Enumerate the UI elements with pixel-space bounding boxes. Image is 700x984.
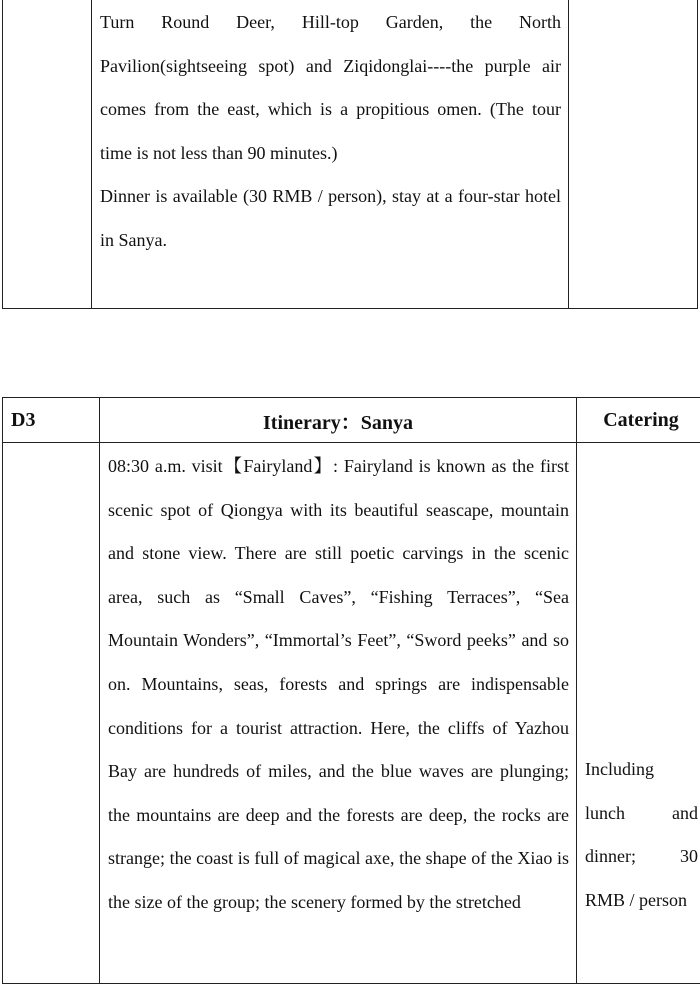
day-label: D3	[3, 398, 100, 443]
catering-cell	[577, 443, 700, 984]
itinerary-cell	[100, 443, 577, 984]
day-cell-empty	[3, 443, 100, 984]
itinerary-paragraph: Dinner is available (30 RMB / person), stay at a four-star hotel in Sanya.	[100, 175, 561, 262]
table-row	[3, 443, 700, 984]
itinerary-header: Itinerary：Sanya	[100, 398, 577, 443]
day-cell-empty	[3, 0, 92, 309]
catering-cell-empty	[569, 0, 698, 309]
itinerary-paragraph: 08:30 a.m. visit【Fairyland】: Fairyland is known as the first scenic spot of Qiongya with its beautiful seascape, mountain and stone view. There are still poetic carvings in the scenic area, such as “Small Caves”, “Fishing Terraces”, “Sea Mountain Wonders”, “Immortal’s Feet”, “Sword peeks” and so on. Mountains, seas, forests and springs are indispensable conditions for a tourist attraction. Here, the cliffs of Yazhou Bay are hundreds of miles, and the blue waves are plunging; the mountains are deep and the forests are deep, the rocks are strange; the coast is full of magical axe, the shape of the Xiao is the size of the group; the scenery formed by the stretched	[108, 445, 569, 925]
itinerary-cell	[92, 0, 569, 309]
itinerary-table-d2-continued	[2, 0, 698, 309]
catering-text: Including lunch and dinner; 30 RMB / person	[585, 748, 698, 922]
table-header-row	[3, 398, 700, 443]
itinerary-paragraph: Turn Round Deer, Hill-top Garden, the North Pavilion(sightseeing spot) and Ziqidonglai----the purple air comes from the east, which is a propitious omen. (The tour time is not less than 90 minutes.)	[100, 1, 561, 175]
catering-header: Catering	[577, 398, 700, 443]
itinerary-table-d3	[2, 397, 700, 984]
